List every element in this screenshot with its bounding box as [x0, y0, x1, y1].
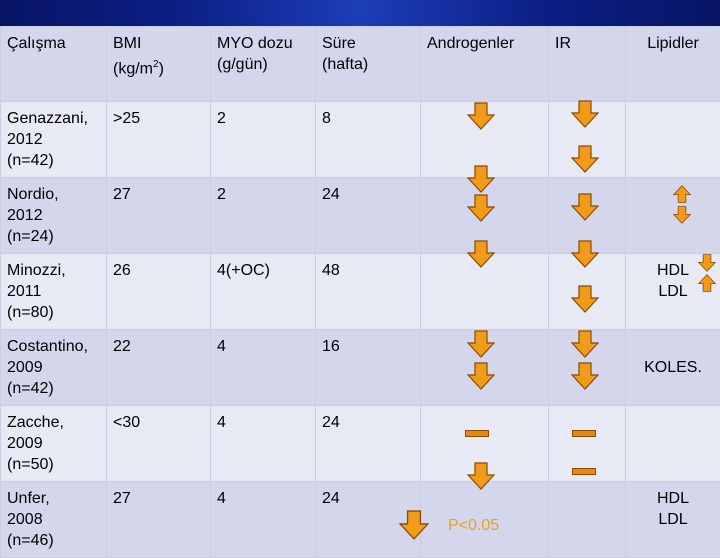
- down-arrow-icon: [467, 362, 495, 390]
- down-arrow-icon: [467, 165, 495, 193]
- dose-cell: 2: [211, 178, 316, 254]
- study-cell: Nordio, 2012 (n=24): [1, 178, 107, 254]
- study-cell: Minozzi, 2011 (n=80): [1, 254, 107, 330]
- down-arrow-icon: [673, 204, 691, 226]
- dash-icon: [572, 430, 596, 437]
- bmi-cell: 27: [107, 178, 211, 254]
- table-row: [1, 482, 720, 558]
- dose-cell: 4: [211, 482, 316, 558]
- study-cell: Costantino, 2009 (n=42): [1, 330, 107, 406]
- bmi-cell: >25: [107, 102, 211, 178]
- dose-cell: 4: [211, 406, 316, 482]
- header-duration: Süre (hafta): [316, 27, 421, 102]
- bmi-cell: <30: [107, 406, 211, 482]
- dash-icon: [572, 468, 596, 475]
- lipids-cell: [626, 406, 720, 482]
- down-arrow-icon: [467, 330, 495, 358]
- duration-cell: 48: [316, 254, 421, 330]
- down-arrow-icon: [467, 102, 495, 130]
- study-cell: Genazzani, 2012 (n=42): [1, 102, 107, 178]
- table-row: [1, 330, 720, 406]
- lipids-koles: KOLES.: [644, 359, 702, 376]
- dose-cell: 2: [211, 102, 316, 178]
- down-arrow-icon: [398, 510, 430, 540]
- down-arrow-icon: [571, 193, 599, 221]
- header-bmi: BMI $(kg/m^2)$: [107, 27, 211, 102]
- table-row: [1, 254, 720, 330]
- lipids-cell: [626, 102, 720, 178]
- lipids-hdl: HDL: [657, 262, 689, 279]
- lipids-cell: [626, 482, 720, 558]
- header-lipids: Lipidler: [626, 27, 720, 102]
- down-arrow-icon: [467, 462, 495, 490]
- table-header-row: [1, 27, 720, 102]
- duration-cell: 24: [316, 406, 421, 482]
- header-study: Çalışma: [1, 27, 107, 102]
- header-dose: MYO dozu (g/gün): [211, 27, 316, 102]
- bmi-cell: 26: [107, 254, 211, 330]
- duration-cell: 16: [316, 330, 421, 406]
- header-androgens: Androgenler: [421, 27, 549, 102]
- bmi-cell: 27: [107, 482, 211, 558]
- results-table: [0, 26, 720, 558]
- significance-note: P<0.05: [448, 517, 499, 535]
- ir-cell: [549, 482, 626, 558]
- dose-cell: 4: [211, 330, 316, 406]
- down-arrow-icon: [467, 240, 495, 268]
- table-row: [1, 406, 720, 482]
- dose-cell: 4(+OC): [211, 254, 316, 330]
- study-cell: Zacche, 2009 (n=50): [1, 406, 107, 482]
- duration-cell: 24: [316, 178, 421, 254]
- table-row: [1, 178, 720, 254]
- study-cell: Unfer, 2008 (n=46): [1, 482, 107, 558]
- duration-cell: 8: [316, 102, 421, 178]
- lipids-cell: [626, 330, 720, 406]
- up-arrow-icon: [673, 183, 691, 205]
- down-arrow-icon: [467, 194, 495, 222]
- down-arrow-icon: [571, 362, 599, 390]
- down-arrow-icon: [698, 253, 716, 273]
- bmi-cell: 22: [107, 330, 211, 406]
- up-arrow-icon: [698, 273, 716, 293]
- duration-cell: 24: [316, 482, 421, 558]
- dash-icon: [465, 430, 489, 437]
- lipids-hdl: HDL: [657, 490, 689, 507]
- down-arrow-icon: [571, 330, 599, 358]
- table-row: [1, 102, 720, 178]
- down-arrow-icon: [571, 240, 599, 268]
- lipids-ldl: LDL: [658, 511, 687, 528]
- header-ir: IR: [549, 27, 626, 102]
- down-arrow-icon: [571, 100, 599, 128]
- lipids-ldl: LDL: [658, 283, 687, 300]
- down-arrow-icon: [571, 285, 599, 313]
- down-arrow-icon: [571, 145, 599, 173]
